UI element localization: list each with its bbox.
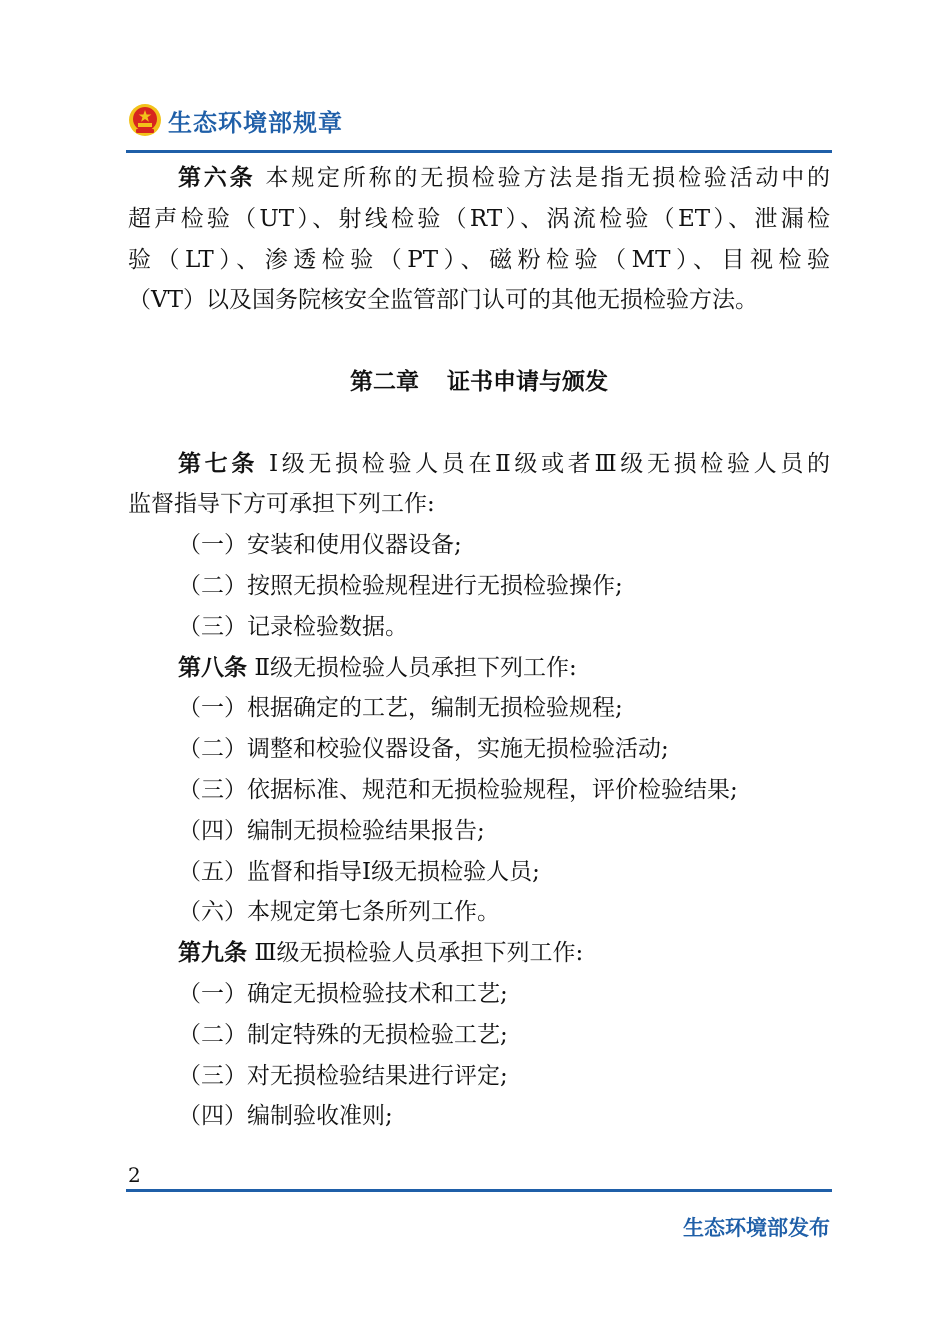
- list-item: （二）调整和校验仪器设备，实施无损检验活动;: [178, 736, 669, 763]
- list-item: （一）根据确定的工艺，编制无损检验规程;: [178, 695, 623, 722]
- page-header: [128, 100, 343, 140]
- list-item: （四）编制验收准则;: [178, 1103, 393, 1130]
- chapter-heading: [128, 362, 830, 403]
- list-item: （三）记录检验数据。: [178, 613, 408, 640]
- chapter-title: 证书申请与颁发: [447, 368, 608, 395]
- article-6-line-1: 第六条 本规定所称的无损检验方法是指无损检验活动中的: [178, 165, 831, 191]
- document-body: [128, 158, 830, 1137]
- article-8-label: 第八条: [178, 654, 247, 681]
- article-6-line-4: （VT）以及国务院核安全监管部门认可的其他无损检验方法。: [128, 287, 758, 314]
- list-item: （五）监督和指导Ⅰ级无损检验人员;: [178, 858, 540, 885]
- article-6-line-2: 超声检验（UT）、射线检验（RT）、涡流检验（ET）、泄漏检: [128, 205, 830, 232]
- article-7-label: 第七条: [178, 450, 259, 477]
- article-7-line-2: 监督指导下方可承担下列工作:: [128, 491, 435, 518]
- article-9-line-1: 第九条 Ⅲ级无损检验人员承担下列工作:: [178, 940, 584, 967]
- list-item: （一）安装和使用仪器设备;: [178, 532, 462, 559]
- list-item: （一）确定无损检验技术和工艺;: [178, 980, 508, 1007]
- article-7-line-1: 第七条 Ⅰ级无损检验人员在Ⅱ级或者Ⅲ级无损检验人员的: [178, 450, 830, 477]
- list-item: （四）编制无损检验结果报告;: [178, 817, 485, 844]
- article-6-label: 第六条: [178, 165, 256, 191]
- national-emblem-icon: [128, 103, 162, 137]
- article-6-line-3: 验（LT）、渗透检验（PT）、磁粉检验（MT）、目视检验: [128, 246, 830, 273]
- list-item: （三）对无损检验结果进行评定;: [178, 1062, 508, 1089]
- footer-publisher: 生态环境部发布: [683, 1216, 830, 1240]
- list-item: （三）依据标准、规范和无损检验规程，评价检验结果;: [178, 776, 738, 803]
- article-9-label: 第九条: [178, 940, 247, 967]
- list-item: （六）本规定第七条所列工作。: [178, 899, 500, 926]
- article-8-line-1: 第八条 Ⅱ级无损检验人员承担下列工作:: [178, 654, 577, 681]
- list-item: （二）按照无损检验规程进行无损检验操作;: [178, 572, 623, 599]
- page-number: 2: [128, 1163, 141, 1187]
- list-item: （二）制定特殊的无损检验工艺;: [178, 1021, 508, 1048]
- chapter-number: 第二章: [350, 368, 419, 395]
- header-divider: [126, 150, 832, 153]
- footer-divider: [126, 1189, 832, 1192]
- header-title: 生态环境部规章: [168, 108, 343, 137]
